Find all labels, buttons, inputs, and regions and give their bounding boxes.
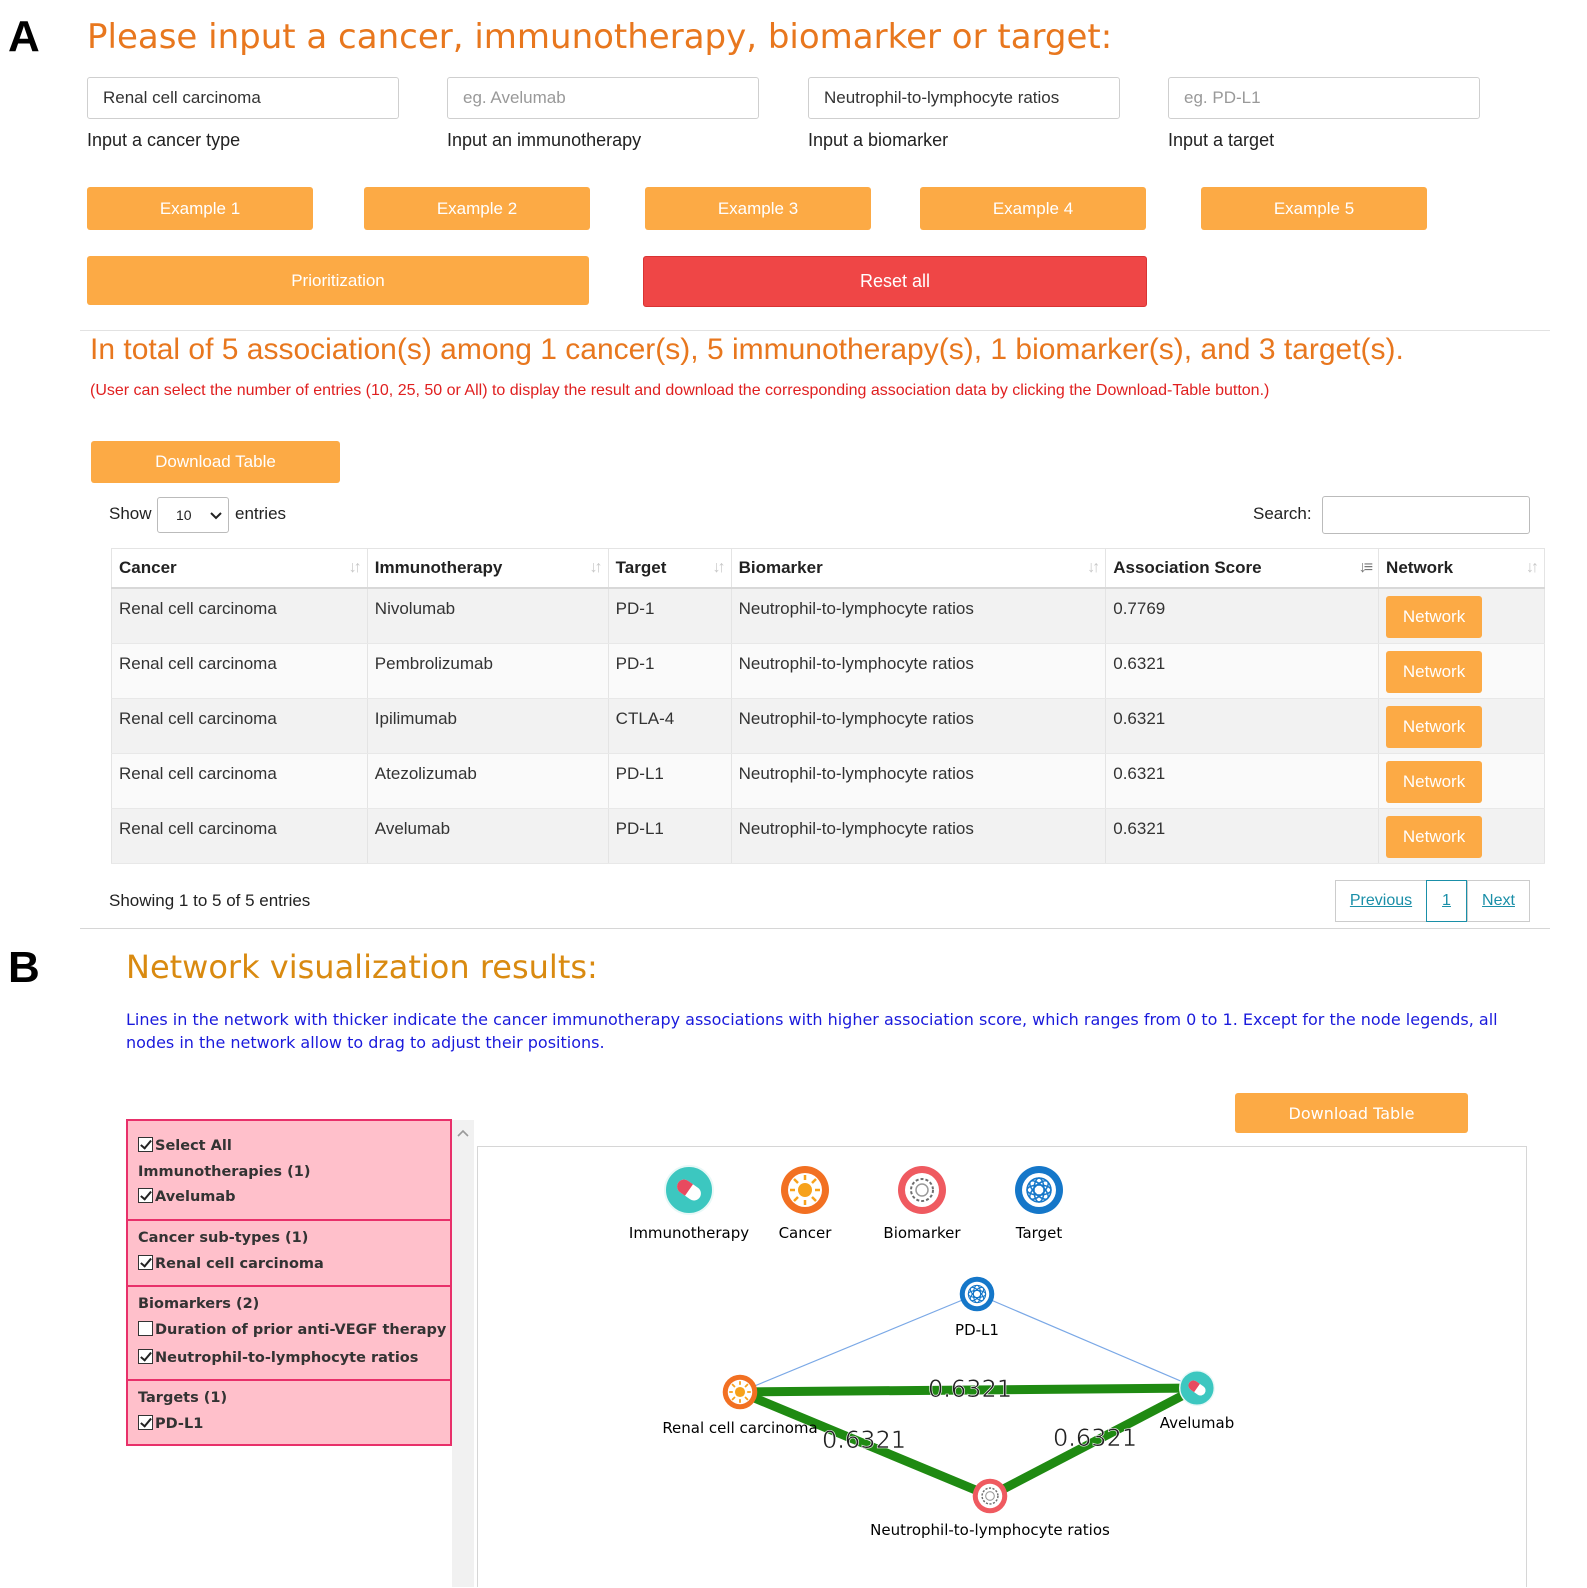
- edge-label-cancer-biomarker: 0.6321: [822, 1426, 906, 1454]
- entries-select[interactable]: [157, 497, 229, 533]
- results-table: [111, 548, 1545, 864]
- search-label: Search:: [1253, 504, 1312, 523]
- cell-immunotherapy: Nivolumab: [367, 588, 608, 643]
- network-button[interactable]: Network: [1386, 816, 1482, 858]
- node-immunotherapy-avelumab[interactable]: [1180, 1371, 1215, 1406]
- biomarker-input-label: Input a biomarker: [808, 130, 949, 150]
- sort-icon: ↓↑: [589, 559, 600, 576]
- divider-top: [80, 330, 1550, 331]
- cell-network: [1379, 808, 1545, 863]
- column-header-biomarker[interactable]: Biomarker ↓↑: [731, 549, 1106, 589]
- cell-biomarker: Neutrophil-to-lymphocyte ratios: [731, 588, 1106, 643]
- cancer-input[interactable]: [87, 77, 399, 119]
- column-header-cancer[interactable]: Cancer ↓↑: [112, 549, 368, 589]
- results-summary: In total of 5 association(s) among 1 cancer(s), 5 immunotherapy(s), 1 biomarker(s), and 3 target(s).: [90, 333, 1404, 366]
- cell-network: [1379, 643, 1545, 698]
- filter-item-renal-cell-carcinoma[interactable]: Renal cell carcinoma: [138, 1255, 324, 1272]
- download-table-button[interactable]: Download Table: [91, 441, 340, 483]
- filter-group-immunotherapies: [126, 1119, 452, 1221]
- node-label-biomarker: Neutrophil-to-lymphocyte ratios: [870, 1521, 1110, 1539]
- cell-target: CTLA-4: [608, 698, 731, 753]
- cell-cancer: Renal cell carcinoma: [112, 753, 368, 808]
- cancer-input-label: Input a cancer type: [87, 130, 241, 150]
- panel-label-a: A: [8, 12, 40, 61]
- target-input-label: Input a target: [1168, 130, 1275, 150]
- filter-title-targets: Targets (1): [138, 1390, 228, 1406]
- cell-cancer: Renal cell carcinoma: [112, 588, 368, 643]
- filter-title-immunotherapies: Immunotherapies (1): [138, 1164, 311, 1180]
- sort-icon: ↓↑: [1087, 559, 1098, 576]
- filter-title-cancers: Cancer sub-types (1): [138, 1230, 309, 1246]
- checkbox[interactable]: [138, 1188, 153, 1203]
- table-row: [112, 698, 1545, 753]
- legend-biomarker-label: Biomarker: [883, 1224, 961, 1242]
- filter-group-targets: [126, 1379, 452, 1446]
- legend-cancer-label: Cancer: [778, 1224, 832, 1242]
- legend-target-label: Target: [1015, 1224, 1063, 1242]
- table-row: [112, 588, 1545, 643]
- sort-icon: ↓↑: [1526, 559, 1536, 576]
- node-biomarker-nlr[interactable]: [973, 1479, 1008, 1514]
- cell-score: 0.7769: [1106, 588, 1379, 643]
- scroll-up-icon[interactable]: [452, 1124, 474, 1144]
- cell-network: [1379, 588, 1545, 643]
- sort-descending-icon: ↓≡: [1358, 559, 1371, 576]
- cell-score: 0.6321: [1106, 753, 1379, 808]
- table-row: [112, 753, 1545, 808]
- cell-target: PD-1: [608, 588, 731, 643]
- filter-group-biomarkers: [126, 1285, 452, 1381]
- cell-target: PD-L1: [608, 753, 731, 808]
- network-graph: [478, 1147, 1528, 1588]
- table-header-row: [112, 549, 1545, 589]
- cell-immunotherapy: Ipilimumab: [367, 698, 608, 753]
- example-3-button[interactable]: Example 3: [645, 187, 871, 230]
- network-note-line-2: nodes in the network allow to drag to adjust their positions.: [126, 1033, 605, 1052]
- entries-select-value: 10: [176, 507, 192, 523]
- column-header-association-score[interactable]: Association Score ↓≡: [1106, 549, 1379, 589]
- legend-target-icon: [1015, 1166, 1063, 1214]
- table-row: [112, 808, 1545, 863]
- cell-biomarker: Neutrophil-to-lymphocyte ratios: [731, 753, 1106, 808]
- cell-biomarker: Neutrophil-to-lymphocyte ratios: [731, 808, 1106, 863]
- immunotherapy-input-label: Input an immunotherapy: [447, 130, 642, 150]
- biomarker-input[interactable]: [808, 77, 1120, 119]
- edge-label-cancer-immunotherapy: 0.6321: [928, 1375, 1012, 1403]
- previous-page-button[interactable]: Previous: [1335, 880, 1427, 922]
- reset-all-button[interactable]: Reset all: [643, 256, 1147, 307]
- filter-title-biomarkers: Biomarkers (2): [138, 1296, 260, 1312]
- cell-biomarker: Neutrophil-to-lymphocyte ratios: [731, 643, 1106, 698]
- cell-score: 0.6321: [1106, 808, 1379, 863]
- edge-target-immunotherapy: [977, 1294, 1197, 1388]
- node-label-cancer: Renal cell carcinoma: [662, 1419, 818, 1437]
- filter-group-cancers: [126, 1219, 452, 1287]
- network-canvas[interactable]: [477, 1146, 1527, 1587]
- results-note: (User can select the number of entries (10, 25, 50 or All) to display the result and download the corresponding association data by clicking the Download-Table button.): [90, 382, 1270, 399]
- page-1-button[interactable]: 1: [1426, 880, 1467, 922]
- node-target-pd-l1[interactable]: [960, 1277, 995, 1312]
- next-page-button[interactable]: Next: [1467, 880, 1530, 922]
- cell-score: 0.6321: [1106, 643, 1379, 698]
- entries-label: entries: [235, 504, 287, 523]
- legend-cancer-icon: [781, 1166, 829, 1214]
- column-header-network[interactable]: Network ↓↑: [1379, 549, 1545, 589]
- cell-cancer: Renal cell carcinoma: [112, 808, 368, 863]
- panel-label-b: B: [8, 943, 40, 992]
- cell-network: [1379, 698, 1545, 753]
- select-all-checkbox[interactable]: Select All: [138, 1137, 232, 1154]
- network-note-line-1: Lines in the network with thicker indicate the cancer immunotherapy associations with higher association score, which ranges from 0 to 1. Except for the node legends, all: [126, 1010, 1498, 1029]
- immunotherapy-input[interactable]: [447, 77, 759, 119]
- checkbox[interactable]: [138, 1137, 153, 1152]
- sort-icon: ↓↑: [712, 559, 723, 576]
- network-download-table-button[interactable]: Download Table: [1235, 1093, 1468, 1133]
- column-header-immunotherapy[interactable]: Immunotherapy ↓↑: [367, 549, 608, 589]
- input-heading: Please input a cancer, immunotherapy, biomarker or target:: [87, 17, 1113, 57]
- cell-network: [1379, 753, 1545, 808]
- checkbox[interactable]: [138, 1349, 153, 1364]
- legend-immunotherapy-label: Immunotherapy: [628, 1224, 750, 1242]
- cell-target: PD-L1: [608, 808, 731, 863]
- target-input[interactable]: [1168, 77, 1480, 119]
- checkbox[interactable]: [138, 1321, 153, 1336]
- node-label-immunotherapy: Avelumab: [1159, 1414, 1235, 1432]
- table-row: [112, 643, 1545, 698]
- node-label-target: PD-L1: [955, 1321, 999, 1339]
- cell-immunotherapy: Atezolizumab: [367, 753, 608, 808]
- example-1-button[interactable]: Example 1: [87, 187, 313, 230]
- search-input[interactable]: [1322, 496, 1530, 534]
- cell-target: PD-1: [608, 643, 731, 698]
- filter-item-pd-l1[interactable]: PD-L1: [138, 1415, 203, 1432]
- cell-cancer: Renal cell carcinoma: [112, 643, 368, 698]
- cell-biomarker: Neutrophil-to-lymphocyte ratios: [731, 698, 1106, 753]
- example-4-button[interactable]: Example 4: [920, 187, 1146, 230]
- cell-cancer: Renal cell carcinoma: [112, 698, 368, 753]
- edge-label-immunotherapy-biomarker: 0.6321: [1053, 1424, 1137, 1452]
- chevron-down-icon: [210, 512, 222, 520]
- example-2-button[interactable]: Example 2: [364, 187, 590, 230]
- checkbox[interactable]: [138, 1415, 153, 1430]
- filter-scrollbar[interactable]: [452, 1120, 474, 1587]
- show-label: Show: [109, 504, 152, 523]
- network-button[interactable]: Network: [1386, 596, 1482, 638]
- cell-immunotherapy: Avelumab: [367, 808, 608, 863]
- cell-immunotherapy: Pembrolizumab: [367, 643, 608, 698]
- filter-item-anti-vegf-duration[interactable]: Duration of prior anti-VEGF therapy: [138, 1321, 446, 1338]
- legend-immunotherapy-icon: [665, 1166, 713, 1214]
- checkbox[interactable]: [138, 1255, 153, 1270]
- divider-sections: [80, 928, 1550, 929]
- cell-score: 0.6321: [1106, 698, 1379, 753]
- prioritization-button[interactable]: Prioritization: [87, 256, 589, 305]
- network-heading: Network visualization results:: [126, 948, 598, 986]
- sort-icon: ↓↑: [348, 559, 359, 576]
- column-header-target[interactable]: Target ↓↑: [608, 549, 731, 589]
- showing-entries: Showing 1 to 5 of 5 entries: [109, 891, 311, 910]
- legend-biomarker-icon: [898, 1166, 946, 1214]
- example-5-button[interactable]: Example 5: [1201, 187, 1427, 230]
- network-button[interactable]: Network: [1386, 651, 1482, 693]
- node-cancer-renal-cell-carcinoma[interactable]: [723, 1375, 758, 1410]
- network-button[interactable]: Network: [1386, 761, 1482, 803]
- filter-item-nlr[interactable]: Neutrophil-to-lymphocyte ratios: [138, 1349, 418, 1366]
- network-button[interactable]: Network: [1386, 706, 1482, 748]
- filter-item-avelumab[interactable]: Avelumab: [138, 1188, 236, 1205]
